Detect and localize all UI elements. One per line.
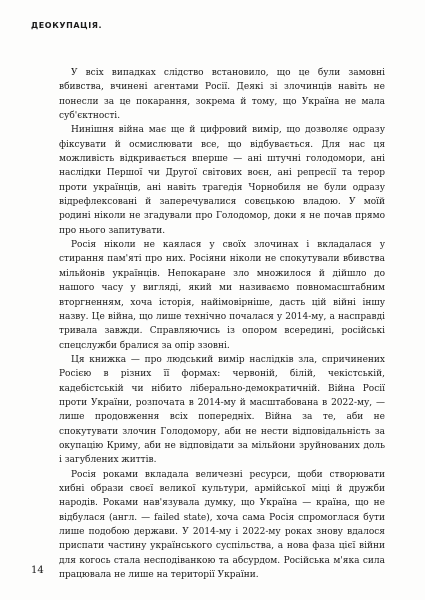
body-text (59, 66, 385, 582)
page-number: 14 (31, 565, 44, 576)
paragraph-2: Нинішня війна має ще й цифровий вимір, що дозволяє одразу фіксувати й осмислювати все, що відбувається. Для нас ця можливість відкривається вперше — ані штучні голодомори, ані наслідки Першої чи Другої світових воєн, ані репресії та терор проти українців, ані навіть трагедія Чорнобиля не були одразу відрефлексовані й заперечувалися совєцькою владою. У моїй родині ніколи не згадували про Голодомор, доки я не почав прямо про нього запитувати. (59, 125, 385, 236)
paragraph-5: Росія роками вкладала величезні ресурси, щоби створювати хибні образи своєї великої культури, армійської міці й дружби народів. Роками нав'язувала думку, що Україна — країна, що не відбулася (англ. — failed state), хоча сама Росія спромоглася бути лише подобою держави. У 2014-му і 2022-му роках знову вдалося приспати частину українського суспільства, а нова фаза цієї війни для когось стала несподіванкою та абсурдом. Російська м'яка сила працювала не лише на території України. (59, 469, 385, 581)
paragraph-4: Ця книжка — про людський вимір наслідків зла, спричинених Росією в різних її формах: червоній, білій, чекістській, кадебістській чи нібито ліберально-демократичній. Війна Росії проти України, розпочата в 2014-му й масштабована в 2022-му, — лише продовження всіх попередніх. Війна за те, аби не спокутувати злочин Голодомору, аби не нести відповідальність за окупацію Криму, аби не відповідати за мільйони зруйнованих доль і загублених життів. (59, 354, 385, 466)
running-header: ДЕОКУПАЦІЯ. (31, 21, 103, 30)
paragraph-3: Росія ніколи не каялася у своїх злочинах і вкладалася у стирання пам'яті про них. Росіяни ніколи не спокутували вбивства мільйонів українців. Непокаране зло множилося й дійшло до нашого часу у вигляді, який ми називаємо повномасштабним вторгненням, хоча історія, найімовірніше, дасть цій війні іншу назву. Це війна, що лише технічно почалася у 2014-му, а насправді тривала завжди. Справляючись із опором всередині, російські спецслужби бралися за опір ззовні. (59, 240, 385, 351)
paragraph-1: У всіх випадках слідство встановило, що це були замовні вбивства, вчинені агентами Росії. Деякі зі злочинців навіть не понесли за це покарання, зокрема й тому, що Україна не мала суб'єктності. (59, 68, 385, 122)
